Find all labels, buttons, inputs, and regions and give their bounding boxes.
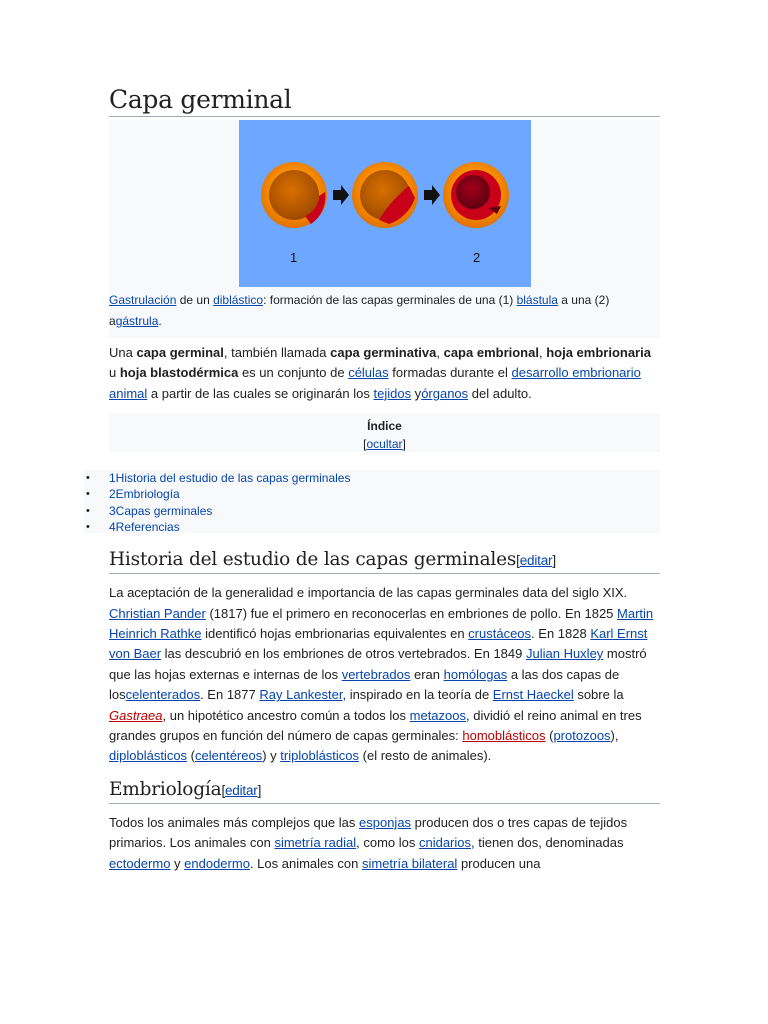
bold-term: capa germinativa <box>330 345 437 360</box>
link-ernst-haeckel[interactable]: Ernst Haeckel <box>492 687 574 703</box>
label-2: 2 <box>472 250 480 265</box>
link-ray-lankester[interactable]: Ray Lankester <box>259 687 343 703</box>
link-diblastico[interactable]: diblástico <box>213 293 264 307</box>
text: u <box>109 365 120 381</box>
text: producen una <box>457 855 541 871</box>
text: . Los animales con <box>249 855 362 871</box>
toc-header <box>109 413 660 452</box>
caption-text: : formación de las capas germinales de una (1) <box>263 293 517 307</box>
link-triploblasticos[interactable]: triploblásticos <box>280 748 360 764</box>
edit-link[interactable]: editar <box>225 782 258 798</box>
toc-toggle <box>109 435 660 453</box>
text: del adulto. <box>468 385 532 401</box>
embryology-paragraph <box>109 813 660 874</box>
link-gastrulacion[interactable]: Gastrulación <box>109 293 177 307</box>
toc-item-referencias[interactable]: • 4Referencias <box>109 519 660 535</box>
link-homologas[interactable]: homólogas <box>443 666 508 682</box>
caption-text: . <box>158 314 162 328</box>
bracket: ] <box>257 782 262 798</box>
text: producen dos o tres capas de tejidos primarios. Los animales con <box>109 814 628 851</box>
link-simetria-radial[interactable]: simetría radial <box>274 835 357 851</box>
toc-list <box>84 470 660 533</box>
label-1: 1 <box>289 250 297 265</box>
text: ( <box>187 748 195 764</box>
toc-title: Índice <box>367 419 402 434</box>
link-endodermo[interactable]: endodermo <box>184 855 250 871</box>
link-julian-huxley[interactable]: Julian Huxley <box>525 646 604 662</box>
blastula-circle <box>261 162 327 228</box>
page-title: Capa germinal <box>109 80 660 117</box>
text: sobre la <box>573 687 624 703</box>
link-blastula[interactable]: blástula <box>516 293 558 307</box>
text: ) y <box>262 748 281 764</box>
figure <box>109 120 660 338</box>
link-esponjas[interactable]: esponjas <box>359 814 412 830</box>
text: y <box>170 855 185 871</box>
bold-term: capa germinal <box>136 345 224 360</box>
bold-term: capa embrional <box>443 345 539 360</box>
text: las descubrió en los embriones de otros vertebrados. En 1849 <box>161 646 526 662</box>
intro-paragraph <box>109 343 660 404</box>
link-celenterados[interactable]: celenterados <box>125 687 201 703</box>
text: eran <box>410 666 444 682</box>
text: a partir de las cuales se originarán los <box>147 385 374 401</box>
bracket: [ <box>221 782 225 798</box>
link-animal[interactable]: animal <box>109 385 148 401</box>
bold-term: hoja embrionaria <box>546 345 651 360</box>
text: , inspirado en la teoría de <box>342 687 493 703</box>
history-paragraph <box>109 583 660 767</box>
text: , como los <box>356 835 419 851</box>
text: (el resto de animales). <box>359 748 492 764</box>
link-ectodermo[interactable]: ectodermo <box>109 855 171 871</box>
gastrula-circle <box>443 162 509 228</box>
intermediate-circle <box>352 162 418 228</box>
text: ), <box>610 728 619 744</box>
text: , un hipotético ancestro común a todos los <box>162 707 410 723</box>
text: , tienen dos, denominadas <box>471 835 624 851</box>
article <box>109 80 660 874</box>
link-protozoos[interactable]: protozoos <box>553 728 611 744</box>
text: , <box>436 345 444 360</box>
text: (1817) fue el primero en reconocerlas en embriones de pollo. En 1825 <box>205 605 618 621</box>
edit-link[interactable]: editar <box>519 553 553 569</box>
bracket: [ <box>363 437 367 452</box>
link-desarrollo-embrionario[interactable]: desarrollo embrionario <box>511 365 641 381</box>
link-vertebrados[interactable]: vertebrados <box>341 666 411 682</box>
bold-term: hoja blastodérmica <box>119 365 239 381</box>
edit-section <box>516 553 556 568</box>
link-simetria-bilateral[interactable]: simetría bilateral <box>361 855 458 871</box>
link-gastraea[interactable]: Gastraea <box>109 707 163 723</box>
text: . En 1828 <box>531 626 591 642</box>
text: Una <box>109 345 137 360</box>
figure-caption <box>109 287 660 332</box>
text: ( <box>545 728 554 744</box>
section-heading-embriologia <box>109 778 660 804</box>
text: y <box>411 385 422 401</box>
text: mostró que las hojas externas e internas de los <box>109 646 647 682</box>
toc-item-historia[interactable]: • 1Historia del estudio de las capas germinales <box>109 470 660 486</box>
toc-hide-link[interactable]: ocultar <box>366 437 403 452</box>
text: . En 1877 <box>200 687 260 703</box>
text: es un conjunto de <box>238 365 349 381</box>
link-rathke[interactable]: Martin Heinrich Rathke <box>109 605 654 642</box>
toc-item-embriologia[interactable]: • 2Embriología <box>109 486 660 502</box>
link-organos[interactable]: órganos <box>421 385 469 401</box>
link-celulas[interactable]: células <box>348 365 389 381</box>
link-celentereos[interactable]: celentéreos <box>195 748 263 764</box>
toc-item-capas[interactable]: • 3Capas germinales <box>109 503 660 519</box>
bracket: ] <box>402 437 406 452</box>
text: , dividió el reino animal en tres grandes grupos en función del número de capas germinales: <box>109 707 642 744</box>
caption-text: a una (2) a <box>109 293 610 328</box>
link-tejidos[interactable]: tejidos <box>373 385 412 401</box>
section-heading-historia <box>109 548 660 574</box>
link-von-baer[interactable]: Karl Ernst von Baer <box>109 626 648 662</box>
text: La aceptación de la generalidad e importancia de las capas germinales data del siglo XIX. <box>109 585 628 601</box>
text: identificó hojas embrionarias equivalentes en <box>201 626 469 642</box>
link-gastrula[interactable]: gástrula <box>115 314 159 328</box>
link-crustaceos[interactable]: crustáceos <box>468 626 532 642</box>
link-cnidarios[interactable]: cnidarios <box>418 835 471 851</box>
text: , <box>538 345 547 360</box>
text: formadas durante el <box>388 365 512 381</box>
text: , también llamada <box>223 345 331 360</box>
link-metazoos[interactable]: metazoos <box>409 707 467 723</box>
bracket: [ <box>516 553 520 569</box>
link-christian-pander[interactable]: Christian Pander <box>109 605 206 621</box>
heading-text: Embriología <box>109 778 222 800</box>
link-diploblasticos[interactable]: diploblásticos <box>109 748 188 764</box>
heading-text: Historia del estudio de las capas germinales <box>109 549 517 571</box>
gastrulation-image[interactable] <box>239 120 531 287</box>
link-homoblasticos[interactable]: homoblásticos <box>462 728 546 744</box>
edit-section <box>221 783 261 798</box>
text: a las dos capas de los <box>109 666 620 703</box>
caption-text: de un <box>176 293 214 307</box>
bracket: ] <box>552 553 556 569</box>
text: Todos los animales más complejos que las <box>109 814 360 830</box>
